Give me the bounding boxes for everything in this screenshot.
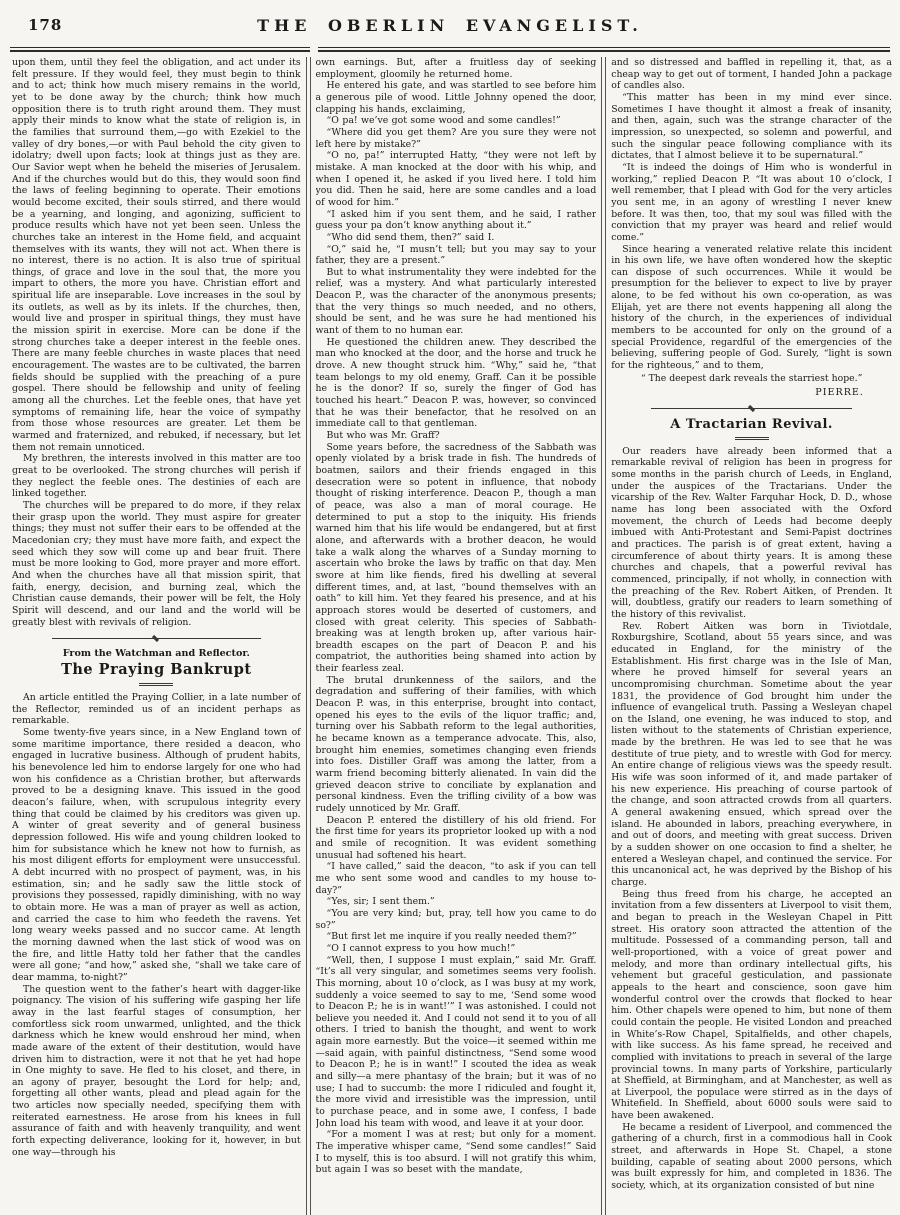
paragraph: “This matter has been in my mind ever since. Sometimes I have thought it almost a freak of insanity, and then, again, such was the strange character of the impression, so unexpected, so solemn and powerful, and such the singular peace following compliance with its dictates, that I almost believe it to be supernatural.” bbox=[611, 91, 892, 162]
paragraph: and so distressed and baffled in repelling it, that, as a cheap way to get out of torment, I handed John a package of candles also. bbox=[611, 57, 892, 92]
column-divider-2 bbox=[601, 57, 606, 1215]
page-number: 178 bbox=[28, 16, 63, 34]
paragraph: The brutal drunkenness of the sailors, and the degradation and suffering of their families, with which Deacon P. was, in this enterprise, brought into contact, opened his eyes to the evils of the liquor traffic; and, turning over his Sabbath reform to the legal authorities, he became known as a temperance advocate. This, also, brought him enemies, sometimes changing even friends into foes. Distiller Graff was among the latter, from a warm friend becoming bitterly alienated. In vain did the grieved deacon strive to conciliate by explanation and personal kindness. Even the trifling civility of a bow was rudely unnoticed by Mr. Graff. bbox=[315, 674, 597, 814]
column-layout bbox=[0, 57, 900, 1215]
paragraph: He entered his gate, and was startled to see before him a generous pile of wood. Little Johnny opened the door, clapping his hands, exclaiming, bbox=[315, 80, 597, 115]
column-1 bbox=[12, 57, 301, 1215]
paragraph: The question went to the father’s heart with dagger-like poignancy. The vision of his suffering wife gasping her life away in the last fearful stages of consumption, her comfortless sick room unwarmed, unlighted, and the thick darkness which he knew would enshroud her mind, when made aware of the extent of their destitution, would have driven him to distraction, were it not that he yet had hope in One mighty to save. He fled to his closet, and there, in an agony of prayer, besought the Lord for help; and, forgetting all other wants, plead and plead again for the two articles now specially needed, specifying them with reiterated earnestness. He arose from his knees in full assurance of faith and with heavenly tranquility, and went forth expecting deliverance, looking for it, however, in but one way—through his bbox=[12, 983, 301, 1158]
paragraph: Deacon P. entered the distillery of his old friend. For the first time for years its proprietor looked up with a nod and smile of recognition. It was evident something unusual had softened his heart. bbox=[315, 814, 597, 861]
paragraph: “O pa! we’ve got some wood and some candles!” bbox=[326, 115, 561, 127]
section-divider-ornament bbox=[52, 632, 261, 645]
paragraph: own earnings. But, after a fruitless day of seeking employment, gloomily he returned home. bbox=[315, 57, 597, 80]
header-rule-left bbox=[10, 47, 310, 52]
paragraph: “O,” said he, “I musn’t tell; but you may say to your father, they are a present.” bbox=[315, 243, 597, 267]
paragraph: “You are very kind; but, pray, tell how you came to do so?” bbox=[315, 907, 597, 931]
paragraph: Rev. Robert Aitken was born in Tiviotdale, Roxburgshire, Scotland, about 55 years since, and was educated in England, for the ministry of the Establishment. His first charge was in the Isle of Man, where he proved himself for several years an uncompromising churchman. Sometime about the year 1831, the providence of God brought him under the influence of evangelical truth. Passing a Wesleyan chapel on the Island, one evening, he was induced to stop, and listen without to the statements of Christian experience, made by the brethren. He was led to see that he was destitute of true piety, and to wrestle with God for mercy. An entire change of religious views was the speedy result. His wife was soon informed of it, and made partaker of his new experience. His preaching of course partook of the change, and soon attracted crowds from all quarters. A general awakening ensued, which spread over the island. He abounded in labors, preaching everywhere, in and out of doors, and meeting with great success. Driven by a sudden shower on one occasion to find a shelter, he entered a Wesleyan chapel, and continued the service. For this uncanonical act, he was deprived by the Bishop of his charge. bbox=[611, 620, 892, 888]
masthead-title: THE OBERLIN EVANGELIST. bbox=[257, 16, 643, 35]
paragraph: “I asked him if you sent them, and he said, I rather guess your pa don’t know anything about it.” bbox=[315, 208, 597, 232]
header-rules bbox=[0, 47, 900, 52]
paragraph: Some years before, the sacredness of the Sabbath was openly violated by a brisk trade in fish. The hundreds of boatmen, sailors and their friends engaged in this desecration were so potent in influence, that nobody thought of risking interference. Deacon P., though a man of peace, was also a man of moral courage. He determined to put a stop to the iniquity. His friends warned him that his life would be endangered, but at first alone, and afterwards with a brother deacon, he would take a walk along the wharves of a Sunday morning to ascertain who broke the laws by traffic on that day. Men swore at him like fiends, fired his dwelling at several different times, and, at last, “bound themselves with an oath” to kill him. Yet they feared his presence, and at his approach stores would be deserted of customers, and closed with great celerity. This species of Sabbath-breaking was at length broken up, after various hair-breadth escapes on the part of Deacon P. and his compatriot, the authorities being shamed into action by their fearless zeal. bbox=[315, 441, 597, 675]
article-title-praying-bankrupt: The Praying Bankrupt bbox=[61, 661, 252, 679]
article-home-missions-continuation bbox=[12, 57, 301, 628]
column-divider-1 bbox=[306, 57, 311, 1215]
header-rule-right bbox=[318, 47, 890, 52]
paragraph: He became a resident of Liverpool, and commenced the gathering of a church, first in a commodious hall in Cook street, and afterwards in Hope St. Chapel, a stone building, capable of seating about 2000 persons, which was built expressly for him, and completed in 1836. The society, which, at its organization consisted of but nine bbox=[611, 1121, 892, 1192]
article-attribution: From the Watchman and Reflector. bbox=[62, 648, 250, 660]
paragraph: “Well, then, I suppose I must explain,” said Mr. Graff. “It’s all very singular, and sometimes seems very foolish. This morning, about 10 o’clock, as I was busy at my work, suddenly a voice seemed to say to me, ‘Send some wood to Deacon P.; he is in want!’” I was astonished. I could not believe you needed it. And I could not send it to you of all others. I tried to banish the thought, and went to work again more earnestly. But the voice—it seemed within me—said again, with painful distinctness, “Send some wood to Deacon P.; he is in want!” I scouted the idea as weak and silly—a mere phantasy of the brain; but it was of no use; I had to succumb: the more I ridiculed and fought it, the more vivid and irresistible was the impression, until to purchase peace, and in some awe, I confess, I bade John load his team with wood, and leave it at your door. bbox=[315, 954, 597, 1129]
section-divider-ornament bbox=[651, 402, 852, 415]
paragraph: “Yes, sir; I sent them.” bbox=[326, 896, 435, 908]
article-praying-bankrupt-end bbox=[611, 57, 892, 372]
paragraph: upon them, until they feel the obligation, and act under its felt pressure. If they would feel, they must begin to think and to act; think how much misery remains in the world, yet to be done away by the church; think how much opposition there is to truth right around them. They must apply their minds to know what the state of religion is, in the families that surround them,—go with Ezekiel to the valley of dry bones,—or with Paul behold the city given to idolatry; dwell upon facts; look at things just as they are. Our Savior wept when he beheld the miseries of Jerusalem. And if the churches would but do this, they would soon find the laws of feeling beginning to operate. Their emotions would become excited, their souls stirred, and there would be a yearning, and longing, and agonizing, sufficient to produce results which have not yet been seen. Unless the churches take an interest in the Home field, and acquaint themselves with its wants, they will not act. When there is no interest, there is no action. It is also true of spiritual things, of grace and love in the soul that, the more you impart to others, the more you have. Christian effort and spiritual life are inseparable. Love increases in the soul by its outlets, as well as by its inlets. If the churches, then, would live and prosper in spiritual things, they must have the mission spirit in exercise. More can be done if the strong churches take a deeper interest in the feeble ones. There are many feeble churches in waste places that need encouragement. The wastes are to be cultivated, the barren fields should be supplied with the preaching of a pure gospel. There should be fellowship and unity of feeling among all the churches. Let the feeble ones, that have yet symptoms of remaining life, hear the voice of sympathy from those whose resources are greater. Let them be warmed and fraternized, and rebuked, if necessary, but let them not remain unnoticed. bbox=[12, 57, 301, 453]
paragraph: “Who did send them, then?” said I. bbox=[326, 231, 495, 243]
paragraph: Since hearing a venerated relative relate this incident in his own life, we have often wondered how the skeptic can dispose of such occurrences. While it would be presumption for the believer to expect to live by prayer alone, to be fed without his own co-operation, as was Elijah, yet are there not events happening all along the history of the church, in the experiences of individual members to be accounted for only on the ground of a special Providence, regardful of the emergencies of the believing, suffering people of God. Surely, “light is sown for the righteous,” and to them, bbox=[611, 243, 892, 372]
paragraph: He questioned the children anew. They described the man who knocked at the door, and the horse and truck he drove. A new thought struck him. “Why,” said he, “that team belongs to my old enemy, Graff. Can it be possible he is the donor? If so, surely the finger of God has touched his heart.” Deacon P. was, however, so convinced that he was their benefactor, that he resolved on an immediate call to that gentleman. bbox=[315, 336, 597, 430]
article-praying-bankrupt-body bbox=[12, 692, 301, 1158]
article-tractarian-revival-body bbox=[611, 446, 892, 1192]
article-title-tractarian-revival: A Tractarian Revival. bbox=[670, 416, 833, 432]
paragraph: “I have called,” said the deacon, “to ask if you can tell me who sent some wood and candles to my house to-day?” bbox=[315, 861, 597, 896]
paragraph: “O no, pa!” interrupted Hatty, “they were not left by mistake. A man knocked at the door with his whip, and when I opened it, he asked if you lived here. I told him you did. Then he said, here are some candles and a load of wood for him.” bbox=[315, 150, 597, 208]
paragraph: Some twenty-five years since, in a New England town of some maritime importance, there resided a deacon, who engaged in lucrative business. Although of prudent habits, his benevolence led him to endorse largely for one who had won his confidence as a Christian brother, but afterwards proved to be a designing knave. This issued in the good deacon’s failure, when, with scrupulous integrity every thing that could be claimed by his creditors was given up. A winter of great severity and of general business depression followed. His wife and young children looked to him for subsistance which he knew not how to furnish, as his most diligent efforts for employment were unsuccessful. A debt incurred with no prospect of payment, was, in his estimation, sin; and he sadly saw the little stock of provisions they possessed, rapidly diminishing, with no way to obtain more. He was a man of prayer as well as action, and carried the case to him who feedeth the ravens. Yet long weary weeks passed and no succor came. At length the morning dawned when the last stick of wood was on the fire, and little Hatty told her father that the candles were all gone; “and how,” asked she, “shall we take care of dear mamma, to-night?” bbox=[12, 727, 301, 983]
paragraph: Being thus freed from his charge, he accepted an invitation from a few dissenters at Liverpool to visit them, and began to preach in the Wesleyan Chapel in Pitt street. His oratory soon attracted the attention of the multitude. Possessed of a commanding person, tall and well-proportioned, with a voice of great power and melody, and more than ordinary intellectual gifts, his vehement but graceful gesticulation, and passionate appeals to the heart and conscience, soon gave him wonderful control over the crowds that flocked to hear him. Other chapels were opened to him, but none of them could contain the people. He visited London and preached in White’s-Row Chapel, Spitalfields, and other chapels, with like success. As his fame spread, he received and complied with invitations to preach in several of the large provincial towns. In many parts of Yorkshire, particularly at Sheffield, at Birmingham, and at Manchester, as well as at Liverpool, the populace were stirred as in the days of Whitefield. In Sheffield, about 6000 souls were said to have been awakened. bbox=[611, 888, 892, 1122]
closing-verse: “ The deepest dark reveals the starriest hope.” bbox=[640, 372, 863, 384]
paragraph: Our readers have already been informed that a remarkable revival of religion has been in progress for some months in the parish church of Leeds, in England, under the auspices of the Tractarians. Under the vicarship of the Rev. Walter Farquhar Hock, D. D., whose name has long been associated with the Oxford movement, the church of Leeds had become deeply imbued with Anti-Protestant and Semi-Papist doctrines and practices. The parish is of great extent, having a circumference of about thirty years. It is among these churches and chapels, that a powerful revival has commenced, principally, if not wholly, in connection with the preaching of the Rev. Robert Aitken, of Prenden. It will, doubtless, gratify our readers to learn something of the history of this revivalist. bbox=[611, 445, 892, 620]
title-rule bbox=[735, 437, 769, 440]
article-praying-bankrupt-continued bbox=[316, 57, 597, 1176]
page-header bbox=[0, 0, 900, 46]
title-rule bbox=[139, 683, 173, 686]
paragraph: “O I cannot express to you how much!” bbox=[326, 942, 516, 954]
paragraph: “It is indeed the doings of Him who is wonderful in working,” replied Deacon P. “It was about 10 o’clock, I well remember, that I plead with God for the very articles you sent me, in an agony of wrestling I never knew before. It was then, too, that my soul was filled with the conviction that my prayer was heard and relief would come.” bbox=[611, 161, 892, 243]
paragraph: But to what instrumentality they were indebted for the relief, was a mystery. And what particularly interested Deacon P., was the character of the anonymous presents; that the very things so much needed, and no others, should be sent, and he was sure he had mentioned his want of them to no human ear. bbox=[315, 266, 597, 337]
paragraph: My brethren, the interests involved in this matter are too great to be overlooked. The strong churches will perish if they neglect the feeble ones. The destinies of each are linked together. bbox=[12, 453, 301, 500]
author-signature: PIERRE. bbox=[815, 386, 864, 398]
column-2 bbox=[316, 57, 597, 1215]
paragraph: The churches will be prepared to do more, if they relax their grasp upon the world. They must aspire for greater things; they must not suffer their ears to be offended at the Macedonian cry; they must have more faith, and expect the seed which they sow will come up and bear fruit. There must be more looking to God, more prayer and more effort. And when the churches have all that mission spirit, that faith, energy, decision, and burning zeal, which the Christian cause demands, their power will be felt, the Holy Spirit will descend, and our land and the world will be greatly blest with revivals of religion. bbox=[12, 499, 301, 628]
paragraph: “Where did you get them? Are you sure they were not left here by mistake?” bbox=[315, 126, 597, 150]
column-3 bbox=[611, 57, 892, 1215]
paragraph: An article entitled the Praying Collier, in a late number of the Reflector, reminded us of an incident perhaps as remarkable. bbox=[12, 692, 301, 727]
paragraph: But who was Mr. Graff? bbox=[326, 430, 440, 441]
paragraph: “For a moment I was at rest; but only for a moment. The imperative whisper came, “Send some candles!” Said I to myself, this is too absurd. I will not gratify this whim, but again I was so beset with the mandate, bbox=[315, 1129, 597, 1176]
paragraph: “But first let me inquire if you really needed them?” bbox=[326, 931, 577, 943]
